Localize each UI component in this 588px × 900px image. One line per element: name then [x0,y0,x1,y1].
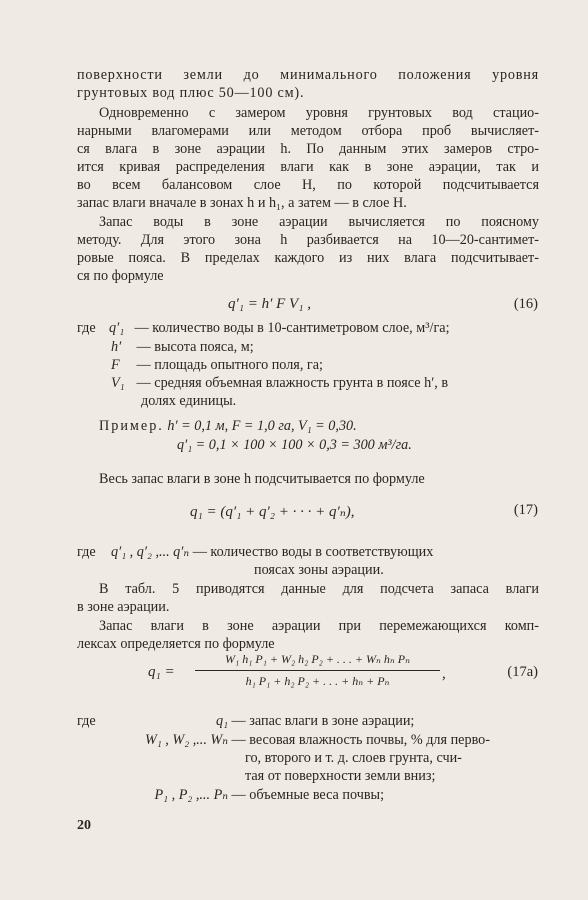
legend-symbol: h′ [111,339,122,355]
legend-text: — высота пояса, м; [136,339,254,355]
legend-continuation: тая от поверхности земли вниз; [245,768,436,784]
legend-row [111,374,448,392]
legend-row [100,786,384,804]
text-line: Одновременно с замером уровня грунтовых вод стацио- [99,105,539,121]
fraction-denominator: h₁ P₁ + h₂ P₂ + . . . + hₙ + Pₙ [245,674,390,688]
text-line: грунтовых вод плюс 50—100 см). [77,85,305,101]
text-line: Весь запас влаги в зоне h подсчитывается по формуле [99,471,425,487]
legend-symbol: V₁ [111,375,125,391]
text-line: ся влага в зоне аэрации h. По данным этих замеров стро- [77,141,539,157]
legend-text: — количество воды в соответствующих [192,544,434,560]
example-values: h′ = 0,1 м, F = 1,0 га, V₁ = 0,30. [167,418,357,434]
legend-symbol: q′₁ , q′₂ ,... q′ₙ [111,544,190,560]
legend-symbol: P₁ , P₂ ,... Pₙ [154,787,228,803]
legend-lead: где [77,320,96,336]
legend-text: — площадь опытного поля, га; [136,357,323,373]
equation-number: (17) [513,502,538,518]
legend-row [100,712,414,730]
text-line: В табл. 5 приводятся данные для подсчета запаса влаги [99,581,539,597]
example-label: Пример. [99,418,164,434]
text-line: ровые пояса. В пределах каждого из них влага подсчитывает- [77,250,539,266]
legend-text: долях единицы. [141,393,237,409]
text-line: в зоне аэрации. [77,599,170,615]
equation-17a-tail: , [442,666,446,682]
example-calc: q′₁ = 0,1 × 100 × 100 × 0,3 = 300 м³/га. [177,437,412,453]
text-line: во всем балансовом слое H, по которой подсчитывается [77,177,539,193]
text-line: запас влаги вначале в зонах h и h₁, а затем — в слое H. [77,195,407,211]
text-line: поверхности земли до минимального положения уровня [77,67,539,83]
legend-row [111,338,254,356]
equation-number: (16) [513,296,538,312]
legend-lead: где [77,544,96,560]
legend-continuation: го, второго и т. д. слоев грунта, счи- [245,750,462,766]
equation-17a-fraction [195,652,440,689]
equation-number: (17а) [507,664,538,680]
text-line: методу. Для этого зона h разбивается на 10—20-сантимет- [77,232,539,248]
legend-symbol: W₁ , W₂ ,... Wₙ [145,732,228,748]
legend-row [141,392,236,410]
equation-17: q₁ = (q′₁ + q′₂ + · · · + q′ₙ), [190,504,355,520]
text-line: нарными влагомерами или методом отбора проб вычисляет- [77,123,539,139]
legend-row [77,543,539,561]
text-line: ся по формуле [77,268,164,284]
legend-symbol: q₁ [215,713,228,729]
text-line: ится кривая распределения влаги как в зоне аэрации, так и [77,159,539,175]
legend-row [77,319,450,337]
legend-lead: где [77,713,96,729]
text-line: Запас влаги в зоне аэрации при перемежающихся комп- [99,618,539,634]
legend-continuation: поясах зоны аэрации. [254,562,384,578]
legend-row [111,356,323,374]
legend-row [77,712,96,730]
legend-text: — средняя объемная влажность грунта в поясе h′, в [136,375,449,391]
legend-text: — запас влаги в зоне аэрации; [231,713,415,729]
equation-16: q′₁ = h′ F V₁ , [228,296,311,312]
legend-text: — количество воды в 10-сантиметровом слое, м³/га; [134,320,450,336]
text-line: лексах определяется по формуле [77,636,275,652]
legend-symbol: q′₁ [109,320,125,336]
page-number: 20 [77,818,91,833]
legend-text: — весовая влажность почвы, % для перво- [231,732,490,748]
example-line [99,417,357,435]
text-line: Запас воды в зоне аэрации вычисляется по поясному [99,214,539,230]
legend-symbol: F [111,357,120,373]
legend-text: — объемные веса почвы; [231,787,385,803]
fraction-numerator: W₁ h₁ P₁ + W₂ h₂ P₂ + . . . + Wₙ hₙ Pₙ [195,652,440,671]
legend-row [100,731,490,749]
equation-17a-lhs: q₁ = [148,664,175,680]
